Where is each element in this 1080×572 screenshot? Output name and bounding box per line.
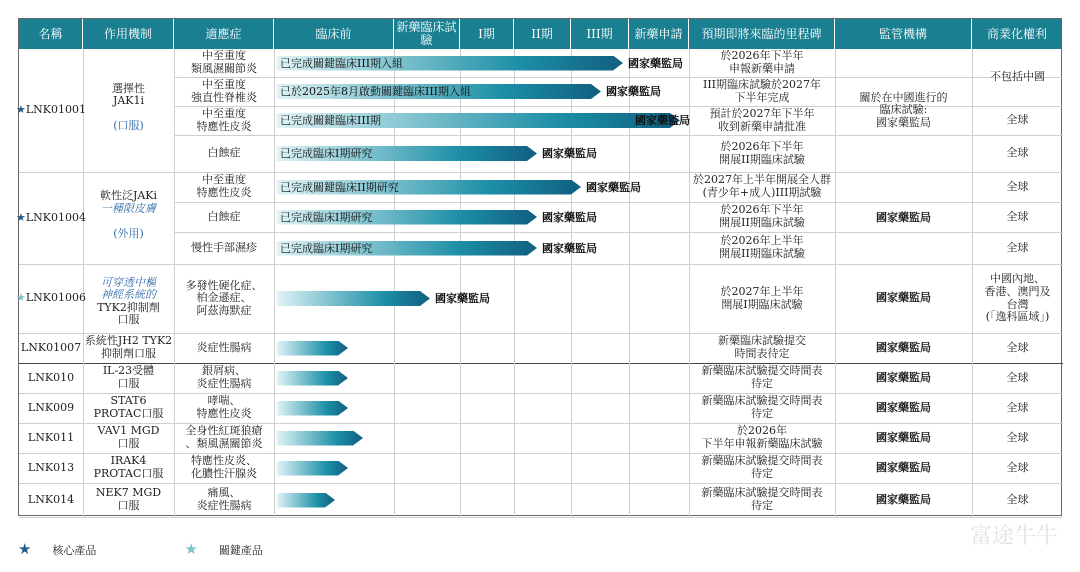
product-name bbox=[16, 49, 87, 172]
watermark: 富途牛牛 bbox=[969, 524, 1058, 549]
phase-bar bbox=[277, 461, 348, 476]
regulator: 國家藥監局 bbox=[876, 210, 931, 224]
regulator: 關於在中國進行的 臨床試驗: 國家藥監局 bbox=[859, 90, 948, 129]
rights: 全球 bbox=[1006, 113, 1029, 127]
legend-key bbox=[184, 540, 262, 558]
col-divider bbox=[274, 49, 275, 517]
indication: 炎症性腸病 bbox=[196, 340, 252, 354]
phase-bar bbox=[277, 493, 335, 508]
rights: 中國內地、 香港、澳門及 台灣 (「逸科區域」) bbox=[984, 272, 1051, 324]
indication: 多發性硬化症、 柏金遜症、 阿茲海默症 bbox=[185, 278, 263, 317]
star-icon: ★ bbox=[184, 540, 198, 558]
rights: 全球 bbox=[1006, 146, 1029, 160]
phase-bar bbox=[277, 431, 363, 446]
product-code: LNK01007 bbox=[20, 340, 82, 354]
product-name bbox=[19, 423, 83, 453]
header-4: 新藥臨床試驗 bbox=[394, 19, 459, 49]
indication: 哮喘、 特應性皮炎 bbox=[196, 394, 252, 420]
star-icon: ★ bbox=[16, 210, 26, 224]
product-code: LNK013 bbox=[27, 460, 75, 474]
rights: 全球 bbox=[1006, 240, 1029, 254]
product-code: LNK009 bbox=[27, 400, 75, 414]
regulator: 國家藥監局 bbox=[876, 291, 931, 305]
regulator: 國家藥監局 bbox=[876, 340, 931, 354]
mechanism-text: 軟性泛JAKi bbox=[99, 189, 158, 202]
phase-authority: 國家藥監局 bbox=[606, 85, 661, 98]
phase-status: 已於2025年8月啟動關鍵臨床III期入組 bbox=[280, 85, 472, 98]
phase-authority: 國家藥監局 bbox=[635, 114, 690, 127]
indication: 全身性紅斑狼瘡 、類風濕關節炎 bbox=[185, 424, 263, 450]
indication: 銀屑病、 炎症性腸病 bbox=[196, 364, 252, 390]
phase-bar bbox=[277, 401, 348, 416]
indication: 中至重度 強直性脊椎炎 bbox=[191, 77, 257, 104]
mechanism bbox=[83, 172, 174, 264]
product-name bbox=[19, 333, 83, 363]
phase-bar bbox=[277, 341, 348, 356]
star-icon: ★ bbox=[18, 540, 32, 558]
header-3: 臨床前 bbox=[274, 19, 393, 49]
rights: 不包括中國 bbox=[990, 70, 1045, 84]
mechanism bbox=[83, 393, 174, 423]
product-name bbox=[19, 453, 83, 483]
header-6: II期 bbox=[514, 19, 570, 49]
product-code: LNK01004 bbox=[25, 210, 87, 224]
header-10: 監管機構 bbox=[835, 19, 971, 49]
header-0: 名稱 bbox=[19, 19, 82, 49]
product-name bbox=[19, 483, 83, 517]
route: (口服) bbox=[113, 119, 144, 133]
product-name bbox=[19, 393, 83, 423]
regulator: 國家藥監局 bbox=[876, 492, 931, 506]
milestone: 新藥臨床試驗提交時間表 待定 bbox=[701, 486, 823, 512]
milestone: 於2026年 下半年申報新藥臨床試驗 bbox=[701, 424, 823, 450]
mechanism-text: IRAK4 PROTAC口服 bbox=[93, 454, 164, 480]
rights: 全球 bbox=[1006, 492, 1029, 506]
rights: 全球 bbox=[1006, 209, 1029, 223]
rights: 全球 bbox=[1006, 430, 1029, 444]
mechanism-note: 可穿透中樞 神經系統的 bbox=[101, 275, 156, 302]
mechanism-text: NEK7 MGD 口服 bbox=[95, 486, 162, 512]
rights: 全球 bbox=[1006, 370, 1029, 384]
mechanism-text: IL-23受體 口服 bbox=[102, 364, 155, 390]
header-8: 新藥申請 bbox=[629, 19, 688, 49]
legend-key-label: 關鍵產品 bbox=[218, 544, 263, 557]
product-name bbox=[16, 172, 87, 264]
phase-status: 已完成臨床I期研究 bbox=[280, 210, 373, 224]
header-1: 作用機制 bbox=[83, 19, 173, 49]
milestone: 於2026年下半年 開展II期臨床試驗 bbox=[719, 203, 805, 229]
header-2: 適應症 bbox=[174, 19, 273, 49]
phase-bar bbox=[277, 291, 430, 306]
phase-status: 已完成關鍵臨床III期入組 bbox=[280, 56, 404, 70]
row-divider bbox=[19, 517, 1063, 518]
indication: 中至重度 類風濕關節炎 bbox=[191, 49, 257, 75]
mechanism-text: VAV1 MGD 口服 bbox=[97, 424, 160, 450]
product-code: LNK014 bbox=[27, 492, 75, 506]
product-code: LNK011 bbox=[27, 430, 75, 444]
phase-bar bbox=[277, 371, 348, 386]
header-11: 商業化權利 bbox=[972, 19, 1062, 49]
rights: 全球 bbox=[1006, 340, 1029, 354]
indication: 白蝕症 bbox=[207, 209, 241, 223]
mechanism bbox=[83, 423, 174, 453]
phase-authority: 國家藥監局 bbox=[542, 241, 597, 255]
product-name bbox=[16, 264, 87, 333]
mechanism bbox=[83, 363, 174, 393]
regulator: 國家藥監局 bbox=[876, 400, 931, 414]
header-5: I期 bbox=[460, 19, 513, 49]
mechanism bbox=[83, 49, 174, 172]
product-name bbox=[19, 363, 83, 393]
legend bbox=[18, 540, 263, 558]
milestone: 新藥臨床試驗提交時間表 待定 bbox=[701, 364, 823, 390]
mechanism-note: 一種限皮膚 bbox=[101, 201, 156, 215]
header-9: 預期即將來臨的里程碑 bbox=[689, 19, 834, 49]
regulator: 國家藥監局 bbox=[876, 370, 931, 384]
product-code: LNK01006 bbox=[25, 291, 87, 305]
regulator: 國家藥監局 bbox=[876, 430, 931, 444]
milestone: 新藥臨床試驗提交時間表 待定 bbox=[701, 454, 823, 480]
milestone: 新藥臨床試驗提交 時間表待定 bbox=[718, 334, 806, 360]
regulator: 國家藥監局 bbox=[876, 460, 931, 474]
mechanism bbox=[83, 453, 174, 483]
phase-status: 已完成臨床I期研究 bbox=[280, 147, 373, 160]
indication: 特應性皮炎、 化膿性汗腺炎 bbox=[191, 454, 257, 480]
rights: 全球 bbox=[1006, 179, 1029, 193]
mechanism bbox=[83, 333, 174, 363]
milestone: 新藥臨床試驗提交時間表 待定 bbox=[701, 394, 823, 420]
mechanism-text: 系統性JH2 TYK2 抑制劑口服 bbox=[84, 334, 173, 360]
pipeline-table bbox=[18, 18, 1062, 516]
phase-status: 已完成臨床I期研究 bbox=[280, 241, 373, 255]
indication: 白蝕症 bbox=[207, 146, 241, 160]
indication: 痛風、 炎症性腸病 bbox=[196, 486, 252, 512]
product-code: LNK01001 bbox=[25, 103, 87, 117]
phase-status: 已完成關鍵臨床II期研究 bbox=[280, 180, 399, 194]
legend-core bbox=[18, 540, 96, 558]
star-icon: ★ bbox=[16, 103, 26, 117]
phase-authority: 國家藥監局 bbox=[586, 180, 641, 194]
indication: 慢性手部濕疹 bbox=[191, 240, 257, 254]
header-7: III期 bbox=[571, 19, 628, 49]
phase-status: 已完成關鍵臨床III期 bbox=[280, 114, 382, 127]
mechanism-text: STAT6 PROTAC口服 bbox=[93, 394, 164, 420]
star-icon: ★ bbox=[16, 291, 26, 305]
milestone: 於2026年下半年 申報新藥申請 bbox=[720, 49, 804, 75]
mechanism-text: TYK2抑制劑 口服 bbox=[97, 300, 160, 327]
milestone: 於2026年上半年 開展II期臨床試驗 bbox=[719, 234, 805, 260]
phase-authority: 國家藥監局 bbox=[628, 56, 683, 70]
phase-authority: 國家藥監局 bbox=[542, 147, 597, 160]
phase-authority: 國家藥監局 bbox=[435, 292, 490, 305]
rights: 全球 bbox=[1006, 460, 1029, 474]
route: (外用) bbox=[113, 226, 144, 240]
indication: 中至重度 特應性皮炎 bbox=[196, 106, 252, 133]
product-code: LNK010 bbox=[27, 370, 75, 384]
indication: 中至重度 特應性皮炎 bbox=[196, 173, 252, 199]
mechanism-text: 選擇性 JAK1i bbox=[112, 81, 145, 108]
phase-authority: 國家藥監局 bbox=[542, 210, 597, 224]
legend-core-label: 核心產品 bbox=[52, 544, 97, 557]
milestone: 於2027年上半年 開展I期臨床試驗 bbox=[720, 284, 804, 311]
milestone: III期臨床試驗於2027年 下半年完成 bbox=[702, 77, 822, 104]
milestone: 預計於2027年下半年 收到新藥申請批准 bbox=[709, 106, 815, 133]
milestone: 於2027年上半年開展全人群 (青少年+成人)III期試驗 bbox=[693, 173, 831, 199]
mechanism bbox=[83, 483, 174, 517]
rights: 全球 bbox=[1006, 400, 1029, 414]
mechanism bbox=[83, 264, 174, 333]
milestone: 於2026年下半年 開展II期臨床試驗 bbox=[719, 139, 805, 166]
